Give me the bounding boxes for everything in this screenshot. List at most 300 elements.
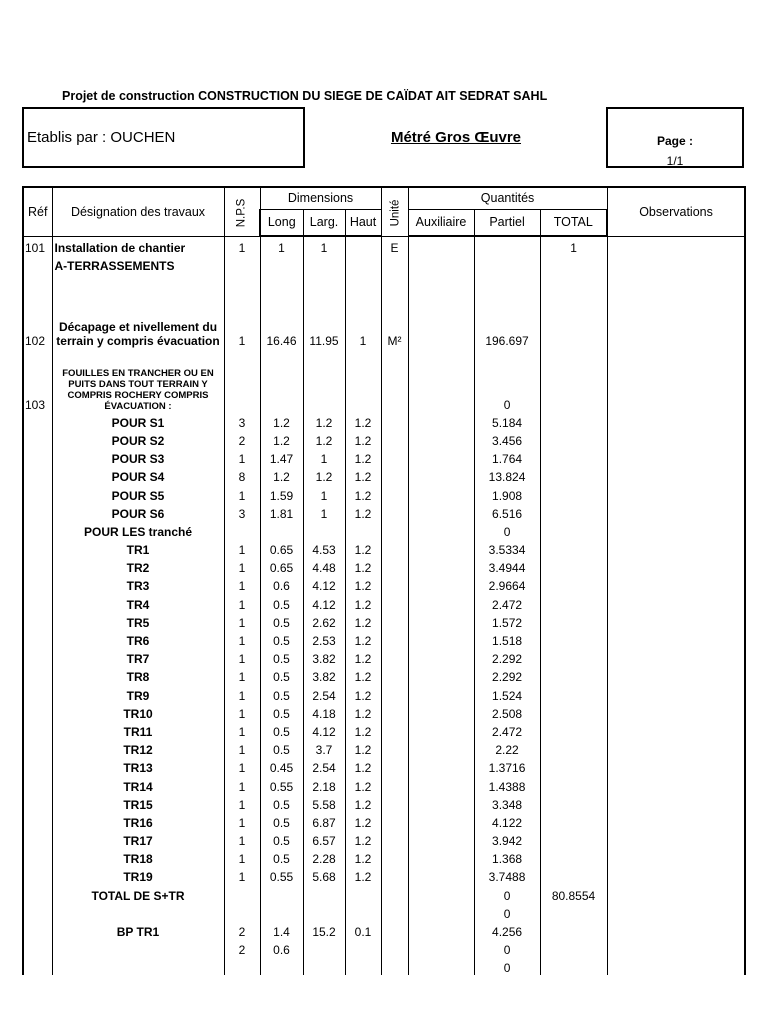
cell-observations (607, 666, 745, 684)
cell-haut: 1.2 (345, 539, 381, 557)
cell-observations (607, 430, 745, 448)
cell-haut (345, 903, 381, 921)
cell-partiel: 1.368 (474, 848, 540, 866)
document-title: Métré Gros Œuvre (390, 129, 522, 146)
cell-long (260, 273, 303, 291)
cell-long: 0.5 (260, 794, 303, 812)
cell-haut: 1.2 (345, 612, 381, 630)
cell-nps: 1 (224, 721, 260, 739)
cell-haut: 1.2 (345, 557, 381, 575)
cell-nps (224, 903, 260, 921)
cell-larg: 2.54 (303, 684, 345, 702)
cell-total: 80.8554 (540, 884, 607, 902)
cell-haut: 1.2 (345, 648, 381, 666)
table-row (23, 430, 745, 448)
cell-unite (381, 884, 408, 902)
cell-unite: M² (381, 292, 408, 348)
cell-unite (381, 830, 408, 848)
cell-designation: TR17 (52, 830, 224, 848)
cell-partiel: 1.908 (474, 484, 540, 502)
cell-haut (345, 884, 381, 902)
cell-total (540, 503, 607, 521)
cell-total (540, 273, 607, 291)
cell-observations (607, 721, 745, 739)
cell-auxiliaire (408, 466, 474, 484)
cell-ref (23, 830, 52, 848)
cell-ref (23, 466, 52, 484)
cell-total (540, 903, 607, 921)
cell-nps: 1 (224, 292, 260, 348)
cell-nps: 1 (224, 739, 260, 757)
cell-partiel: 2.292 (474, 648, 540, 666)
cell-ref (23, 757, 52, 775)
table-row (23, 666, 745, 684)
cell-observations (607, 830, 745, 848)
cell-ref (23, 273, 52, 291)
cell-total (540, 539, 607, 557)
cell-larg: 1 (303, 448, 345, 466)
cell-larg (303, 273, 345, 291)
cell-observations (607, 903, 745, 921)
cell-haut: 1.2 (345, 575, 381, 593)
cell-auxiliaire (408, 903, 474, 921)
cell-total (540, 575, 607, 593)
cell-designation (52, 903, 224, 921)
cell-auxiliaire (408, 255, 474, 273)
cell-auxiliaire (408, 703, 474, 721)
cell-nps (224, 884, 260, 902)
cell-long (260, 521, 303, 539)
table-row (23, 721, 745, 739)
cell-partiel: 5.184 (474, 412, 540, 430)
cell-haut: 1.2 (345, 848, 381, 866)
cell-partiel: 3.7488 (474, 866, 540, 884)
col-designation: Désignation des travaux (52, 187, 224, 236)
cell-nps: 1 (224, 648, 260, 666)
cell-observations (607, 757, 745, 775)
cell-observations (607, 593, 745, 611)
cell-long (260, 884, 303, 902)
col-total: TOTAL (540, 209, 607, 236)
cell-designation: TR7 (52, 648, 224, 666)
cell-haut: 1.2 (345, 830, 381, 848)
cell-haut (345, 348, 381, 412)
cell-partiel: 2.472 (474, 721, 540, 739)
cell-ref (23, 703, 52, 721)
cell-observations (607, 412, 745, 430)
table-row (23, 539, 745, 557)
table-row (23, 236, 745, 255)
cell-haut: 1.2 (345, 448, 381, 466)
cell-nps: 2 (224, 939, 260, 957)
cell-partiel: 6.516 (474, 503, 540, 521)
cell-designation: TR8 (52, 666, 224, 684)
table-row (23, 866, 745, 884)
cell-auxiliaire (408, 648, 474, 666)
page-number: 1/1 (666, 154, 684, 168)
cell-haut: 1.2 (345, 775, 381, 793)
table-row (23, 630, 745, 648)
cell-partiel: 2.9664 (474, 575, 540, 593)
col-observations: Observations (607, 187, 745, 236)
cell-designation: POUR LES tranché (52, 521, 224, 539)
cell-designation: POUR S3 (52, 448, 224, 466)
cell-larg: 15.2 (303, 921, 345, 939)
cell-auxiliaire (408, 593, 474, 611)
cell-total (540, 757, 607, 775)
cell-observations (607, 648, 745, 666)
cell-partiel: 2.508 (474, 703, 540, 721)
cell-designation: TR2 (52, 557, 224, 575)
cell-observations (607, 575, 745, 593)
table-row (23, 575, 745, 593)
cell-haut: 1.2 (345, 721, 381, 739)
cell-unite (381, 757, 408, 775)
cell-long: 0.65 (260, 539, 303, 557)
cell-larg (303, 348, 345, 412)
cell-long (260, 255, 303, 273)
cell-unite (381, 430, 408, 448)
cell-auxiliaire (408, 575, 474, 593)
cell-observations (607, 921, 745, 939)
cell-nps: 1 (224, 236, 260, 255)
cell-larg: 4.12 (303, 593, 345, 611)
page-label: Page : (656, 134, 693, 148)
cell-unite (381, 484, 408, 502)
cell-unite (381, 412, 408, 430)
cell-observations (607, 448, 745, 466)
cell-unite (381, 739, 408, 757)
cell-unite (381, 348, 408, 412)
cell-designation: TR13 (52, 757, 224, 775)
cell-long: 0.5 (260, 848, 303, 866)
title-box (305, 107, 607, 168)
cell-total (540, 292, 607, 348)
metre-table (22, 186, 746, 975)
col-larg: Larg. (303, 209, 345, 236)
cell-larg: 1.2 (303, 430, 345, 448)
cell-auxiliaire (408, 348, 474, 412)
col-ref: Réf (23, 187, 52, 236)
cell-observations (607, 884, 745, 902)
etablis-box (22, 107, 305, 168)
cell-ref (23, 866, 52, 884)
cell-long: 0.45 (260, 757, 303, 775)
cell-unite (381, 612, 408, 630)
cell-nps: 1 (224, 612, 260, 630)
cell-larg: 5.58 (303, 794, 345, 812)
cell-total (540, 866, 607, 884)
cell-haut: 1.2 (345, 430, 381, 448)
cell-long: 0.6 (260, 575, 303, 593)
cell-designation: TR5 (52, 612, 224, 630)
cell-designation: TR18 (52, 848, 224, 866)
cell-ref (23, 794, 52, 812)
cell-unite (381, 648, 408, 666)
cell-larg: 2.54 (303, 757, 345, 775)
cell-unite (381, 684, 408, 702)
cell-ref (23, 557, 52, 575)
cell-haut (345, 957, 381, 975)
cell-ref (23, 503, 52, 521)
cell-observations (607, 957, 745, 975)
cell-partiel: 0 (474, 939, 540, 957)
cell-partiel: 196.697 (474, 292, 540, 348)
cell-observations (607, 939, 745, 957)
cell-larg: 1 (303, 503, 345, 521)
cell-total (540, 593, 607, 611)
cell-nps: 1 (224, 830, 260, 848)
col-haut: Haut (345, 209, 381, 236)
table-row (23, 521, 745, 539)
table-row (23, 648, 745, 666)
cell-designation: POUR S2 (52, 430, 224, 448)
cell-ref (23, 903, 52, 921)
cell-designation: TR15 (52, 794, 224, 812)
cell-partiel: 1.4388 (474, 775, 540, 793)
cell-designation: POUR S5 (52, 484, 224, 502)
cell-total (540, 812, 607, 830)
cell-ref (23, 848, 52, 866)
cell-total (540, 666, 607, 684)
cell-unite (381, 630, 408, 648)
cell-unite (381, 794, 408, 812)
cell-haut (345, 255, 381, 273)
page-box (606, 107, 744, 168)
cell-total (540, 630, 607, 648)
cell-larg: 4.12 (303, 721, 345, 739)
cell-long: 0.5 (260, 593, 303, 611)
cell-long (260, 903, 303, 921)
cell-ref (23, 884, 52, 902)
table-row (23, 848, 745, 866)
cell-total (540, 412, 607, 430)
cell-larg: 4.53 (303, 539, 345, 557)
cell-partiel: 3.456 (474, 430, 540, 448)
cell-unite (381, 539, 408, 557)
cell-total (540, 721, 607, 739)
cell-unite (381, 848, 408, 866)
cell-auxiliaire (408, 430, 474, 448)
cell-unite (381, 273, 408, 291)
cell-haut (345, 236, 381, 255)
cell-designation: POUR S4 (52, 466, 224, 484)
cell-partiel: 4.256 (474, 921, 540, 939)
cell-ref (23, 430, 52, 448)
cell-partiel: 3.4944 (474, 557, 540, 575)
cell-partiel: 2.292 (474, 666, 540, 684)
cell-long: 0.6 (260, 939, 303, 957)
cell-larg: 6.57 (303, 830, 345, 848)
table-row (23, 684, 745, 702)
cell-haut (345, 521, 381, 539)
cell-partiel (474, 273, 540, 291)
cell-unite (381, 921, 408, 939)
table-row (23, 957, 745, 975)
cell-larg: 4.18 (303, 703, 345, 721)
cell-long: 1.47 (260, 448, 303, 466)
table-row (23, 273, 745, 291)
cell-nps: 1 (224, 757, 260, 775)
cell-long: 0.5 (260, 812, 303, 830)
cell-larg (303, 255, 345, 273)
table-row (23, 812, 745, 830)
cell-haut: 1.2 (345, 866, 381, 884)
cell-total (540, 939, 607, 957)
cell-larg (303, 884, 345, 902)
cell-observations (607, 703, 745, 721)
cell-total (540, 684, 607, 702)
cell-long: 0.5 (260, 684, 303, 702)
cell-observations (607, 521, 745, 539)
cell-partiel: 0 (474, 521, 540, 539)
cell-ref: 101 (23, 236, 52, 255)
cell-auxiliaire (408, 292, 474, 348)
cell-haut (345, 939, 381, 957)
cell-partiel: 13.824 (474, 466, 540, 484)
cell-auxiliaire (408, 775, 474, 793)
cell-partiel: 2.22 (474, 739, 540, 757)
cell-auxiliaire (408, 539, 474, 557)
cell-ref (23, 684, 52, 702)
cell-designation: TR1 (52, 539, 224, 557)
cell-long: 1.2 (260, 466, 303, 484)
cell-total (540, 703, 607, 721)
cell-ref (23, 957, 52, 975)
cell-long (260, 348, 303, 412)
cell-nps (224, 957, 260, 975)
cell-designation: TR9 (52, 684, 224, 702)
cell-ref (23, 739, 52, 757)
cell-haut: 1.2 (345, 466, 381, 484)
cell-total (540, 921, 607, 939)
cell-unite (381, 721, 408, 739)
cell-observations (607, 794, 745, 812)
cell-nps: 1 (224, 812, 260, 830)
cell-ref (23, 666, 52, 684)
cell-larg: 4.12 (303, 575, 345, 593)
cell-total (540, 484, 607, 502)
cell-nps (224, 255, 260, 273)
cell-ref: 102 (23, 292, 52, 348)
cell-nps: 1 (224, 575, 260, 593)
cell-long: 1.2 (260, 412, 303, 430)
table-row (23, 939, 745, 957)
table-row (23, 739, 745, 757)
cell-auxiliaire (408, 484, 474, 502)
cell-observations (607, 812, 745, 830)
table-row (23, 884, 745, 902)
cell-total (540, 848, 607, 866)
cell-auxiliaire (408, 503, 474, 521)
cell-long: 1 (260, 236, 303, 255)
cell-nps: 1 (224, 684, 260, 702)
cell-long: 0.5 (260, 630, 303, 648)
cell-designation: A-TERRASSEMENTS (52, 255, 224, 273)
cell-ref (23, 630, 52, 648)
cell-auxiliaire (408, 557, 474, 575)
table-row (23, 255, 745, 273)
cell-larg: 4.48 (303, 557, 345, 575)
cell-observations (607, 630, 745, 648)
cell-nps: 2 (224, 921, 260, 939)
table-row (23, 593, 745, 611)
table-row (23, 703, 745, 721)
cell-partiel: 1.572 (474, 612, 540, 630)
cell-ref (23, 521, 52, 539)
cell-observations (607, 348, 745, 412)
cell-auxiliaire (408, 830, 474, 848)
cell-designation: TOTAL DE S+TR (52, 884, 224, 902)
cell-ref (23, 484, 52, 502)
cell-long: 0.55 (260, 775, 303, 793)
cell-designation: BP TR1 (52, 921, 224, 939)
cell-partiel: 2.472 (474, 593, 540, 611)
col-partiel: Partiel (474, 209, 540, 236)
table-row (23, 503, 745, 521)
cell-nps: 1 (224, 775, 260, 793)
cell-total (540, 648, 607, 666)
cell-larg: 3.7 (303, 739, 345, 757)
table-row (23, 292, 745, 348)
cell-total (540, 957, 607, 975)
cell-ref (23, 812, 52, 830)
cell-partiel: 0 (474, 903, 540, 921)
cell-observations (607, 273, 745, 291)
col-unite: Unité (381, 187, 408, 236)
cell-observations (607, 539, 745, 557)
cell-nps: 3 (224, 503, 260, 521)
cell-ref (23, 412, 52, 430)
cell-total (540, 775, 607, 793)
cell-haut: 1 (345, 292, 381, 348)
cell-larg: 2.53 (303, 630, 345, 648)
col-quantites: Quantités (408, 187, 607, 209)
cell-observations (607, 739, 745, 757)
cell-total (540, 348, 607, 412)
cell-nps (224, 348, 260, 412)
cell-auxiliaire (408, 812, 474, 830)
cell-larg: 1.2 (303, 412, 345, 430)
cell-partiel: 4.122 (474, 812, 540, 830)
cell-auxiliaire (408, 757, 474, 775)
cell-observations (607, 484, 745, 502)
cell-ref (23, 775, 52, 793)
cell-observations (607, 255, 745, 273)
cell-partiel: 0 (474, 348, 540, 412)
cell-nps: 1 (224, 557, 260, 575)
cell-auxiliaire (408, 666, 474, 684)
cell-larg: 1 (303, 484, 345, 502)
table-row (23, 775, 745, 793)
cell-nps: 1 (224, 794, 260, 812)
cell-larg (303, 521, 345, 539)
cell-nps: 1 (224, 703, 260, 721)
cell-total (540, 466, 607, 484)
cell-auxiliaire (408, 794, 474, 812)
cell-unite (381, 255, 408, 273)
cell-partiel: 1.518 (474, 630, 540, 648)
table-row (23, 612, 745, 630)
cell-nps: 1 (224, 866, 260, 884)
cell-larg (303, 903, 345, 921)
cell-designation: TR19 (52, 866, 224, 884)
cell-observations (607, 236, 745, 255)
cell-unite (381, 503, 408, 521)
cell-ref (23, 721, 52, 739)
cell-auxiliaire (408, 939, 474, 957)
cell-larg: 1.2 (303, 466, 345, 484)
